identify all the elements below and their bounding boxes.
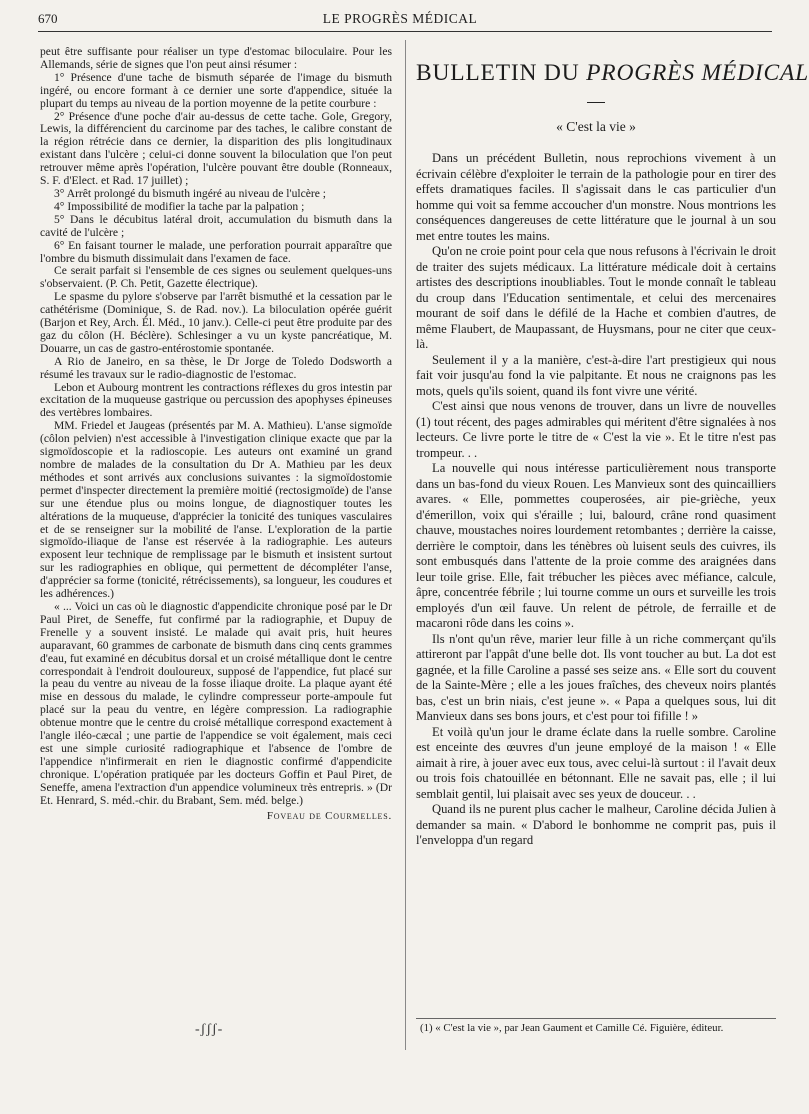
- paragraph: « ... Voici un cas où le diagnostic d'appendicite chronique posé par le Dr Paul Piret, de Seneffe, fut confirmé par la radiographie, et Dupuy de Frenelle y a souvent insisté. Le malade qui avait pris, huit heures auparavant, 60 grammes de carbonate de bismuth dans cinq cents grammes d'eau, fut examiné en décubitus dorsal et un croisé métallique dont le centre correspondait à l'endroit douloureux, supposé de l'appendice, fut placé sur la peau du ventre au niveau de la fosse iliaque droite. La plaque ayant été mise en dessous du malade, le cylindre compresseur porte-ampoule fut placé sur la peau du ventre, en légère compression. La radiographie obtenue montre que le centre du croisé métallique correspond exactement à l'angle iléo-cæcal ; une partie de l'appendice se voit également, mais ceci est une simple curiosité radiographique et l'absence de l'ombre de l'appendice n'infirmerait en rien le diagnostic confirmé d'appendicite chronique. L'opération pratiquée par les docteurs Goffin et Paul Piret, de Seneffe, amena l'extraction d'un appendice volumineux très entrepris. » (Dr Et. Henrard, S. méd.-chir. du Brabant, Sem. méd. belge.): [40, 599, 392, 807]
- paragraph: Lebon et Aubourg montrent les contractions réflexes du gros intestin par excitation de la muqueuse gastrique ou percussion des apophyses épineuses des vertèbres lombaires.: [40, 380, 392, 420]
- paragraph: 4° Impossibilité de modifier la tache par la palpation ;: [54, 199, 305, 213]
- paragraph: 5° Dans le décubitus latéral droit, accumulation du bismuth dans la cavité de l'ulcère ;: [40, 212, 392, 239]
- running-head: LE PROGRÈS MÉDICAL: [322, 11, 478, 26]
- paragraph: 3° Arrêt prolongé du bismuth ingéré au niveau de l'ulcère ;: [54, 186, 327, 200]
- paragraph: C'est ainsi que nous venons de trouver, dans un livre de nouvelles (1) tout récent, des pages admirables qui méritent d'être signalées à nos lecteurs. Ce livre porte le titre de « C'est la vie ». Et le titre n'est pas trompeur. . .: [416, 399, 776, 460]
- paragraph: Ils n'ont qu'un rêve, marier leur fille à un riche commerçant qu'ils attireront par l'appât d'une belle dot. Ils vont toucher au but. La dot est gagnée, et la fille Caroline a passé ses seize ans. « Elle sort du couvent de la Sainte-Mère ; elle a les joues fraîches, des cheveux noirs plantés bas, c'est un brin niais, c'est jeune ». « Papa a quelques sous, lui dit Manvieux dans ses bons jours, et c'est pour toi fifille ! »: [416, 631, 776, 723]
- right-column: [416, 46, 809, 1046]
- paragraph: peut être suffisante pour réaliser un type d'estomac biloculaire. Pour les Allemands, série de signes que l'on peut ainsi résumer :: [40, 45, 392, 71]
- paragraph: Qu'on ne croie point pour cela que nous refusons à l'écrivain le droit de traiter des sujets médicaux. La littérature médicale doit à certains artistes des descriptions inoubliables. Tout le monde connaît le tableau du croup dans l'Education sentimentale, et celui des mercenaires mourant de soif dans le défilé de la Hache et combien d'autres, de même Flaubert, de Maupassant, de Huysmans, pour ne citer que ceux-là.: [416, 244, 776, 351]
- paragraph: Dans un précédent Bulletin, nous reprochions vivement à un écrivain célèbre d'exploiter le terrain de la pathologie pour en tirer des effets dramatiques faciles. Il s'agissait dans le cas particulier d'un homme qui voit sa femme accoucher d'un monstre. Nous montrions les conséquences dangereuses de cette littérature que le journal à un sou met entre toutes les mains.: [416, 151, 776, 243]
- author-signature: Foveau de Courmelles.: [266, 810, 392, 823]
- article-title: « C'est la vie »: [556, 119, 636, 134]
- fleuron-ornament: -ʃʃʃ-: [195, 1022, 224, 1037]
- paragraph: Seulement il y a la manière, c'est-à-dire l'art prestigieux qui nous fait voir jusqu'au fond la vie palpitante. Et nous ne craignons pas les mots, quels qu'ils soient, quand ils font vivre une vérité.: [416, 352, 776, 398]
- footnote-rule: [416, 1018, 776, 1019]
- left-column: [40, 46, 392, 1046]
- paragraph: Et voilà qu'un jour le drame éclate dans la ruelle sombre. Caroline est enceinte des œuvres d'un jeune employé de la maison ! « Elle aimait à rire, à jouer avec eux tous, avec celui-là surtout : il l'avait deux ou trois fois chatouillée en bétonnant. Elle ne savait pas, elle ; il lui semblait gentil, lui plaisait avec ses yeux de douceur. . .: [416, 724, 776, 801]
- paragraph: 2° Présence d'une poche d'air au-dessus de cette tache. Gole, Gregory, Lewis, la différencient du carcinome par des taches, le calibre constant de la région rétrécie dans ce dernier, la disparition des plis longitudinaux existant dans l'ulcère ; celui-ci donne souvent la biloculation que l'on peut retrouver même après l'opération, l'ulcère pouvant être double (Ronneaux, S. F. d'Elect. et Rad. 17 juillet) ;: [40, 109, 392, 188]
- paragraph: A Rio de Janeiro, en sa thèse, le Dr Jorge de Toledo Dodsworth a résumé les travaux sur le radio-diagnostic de l'estomac.: [40, 354, 392, 381]
- column-divider: [405, 40, 406, 1050]
- paragraph: Ce serait parfait si l'ensemble de ces signes ou seulement quelques-uns s'observaient. (P. Ch. Petit, Gazette électrique).: [40, 264, 392, 291]
- bulletin-title: [416, 60, 809, 87]
- page-number: 670: [38, 11, 58, 26]
- paragraph: 6° En faisant tourner le malade, une perforation pourrait apparaître que l'ombre du bismuth dissimulait dans l'examen de face.: [40, 238, 392, 265]
- footnote: (1) « C'est la vie », par Jean Gaument et Camille Cé. Figuière, éditeur.: [420, 1022, 724, 1034]
- header-rule: [38, 31, 772, 32]
- bulletin-title-main: BULLETIN DU: [416, 60, 587, 86]
- paragraph: MM. Friedel et Jaugeas (présentés par M. A. Mathieu). L'anse sigmoïde (côlon pelvien) n'est accessible à l'investigation clinique exacte que par la sigmoïdoscopie et la radioscopie. Les auteurs ont examiné un grand nombre de malades de la consultation du Dr A. Mathieu par les deux méthodes et sont arrivés aux conclusions suivantes : la sigmoïdostomie permet d'inspecter directement la première moitié (rectosigmoïde) de l'anse sur une étendue plus ou moins longue, de diagnostiquer toutes les altérations de la muqueuse, d'apprécier la tonicité des tuniques vasculaires et de se renseigner sur la mobilité de l'anse. L'exploration de la partie sigmoïdo-iliaque de l'anse est réservée à la radiographie. Les auteurs exposent leur technique de remplissage par le bismuth et insistent surtout sur les radiographies en oblique, qui permettent de décompléter l'anse, d'apprécier sa forme (tonicité, rétrécissements), sa longueur, les coudures et les adhérences.): [40, 419, 392, 601]
- paragraph: La nouvelle qui nous intéresse particulièrement nous transporte dans un bas-fond du vieux Rouen. Les Manvieux sont des quincailliers avares. « Elle, pommettes couperosées, air pie-grièche, yeux d'émerillon, voix qui s'éraille ; lui, balourd, crâne rond quasiment chauve, moustaches noires lourdement retombantes ; derrière la caisse, derrière le comptoir, dans les ténèbres où luisent seuls des cuivres, ils sont embusqués dans l'attente de la proie comme des araignées dans leur toile grise. Elle, fait trébucher les pièces avec méfiance, calcule, âpre, concentrée fébrile ; lui tourne comme un ours et surveille les trois employés d'un œil fauve. Un relent de pétrole, de ferraille et de macaroni rôde dans les coins ».: [416, 461, 776, 630]
- title-dash: [587, 102, 605, 103]
- paragraph: Quand ils ne purent plus cacher le malheur, Caroline décida Julien à demander sa main. « D'abord le bonhomme ne comprit pas, puis il l'enveloppa d'un regard: [416, 802, 776, 847]
- paragraph: Le spasme du pylore s'observe par l'arrêt bismuthé et la cessation par le cathétérisme (Dominique, S. de Rad. nov.). La biloculation opérée guérit (Barjon et Rey, Arch. Él. Méd., 10 janv.). Celle-ci peut être produite par des gaz du côlon (H. Béclère). Schlesinger a vu un kyste pancréatique, M. Douarre, un cas de gastro-entérostomie spontanée.: [40, 290, 392, 355]
- paragraph: 1° Présence d'une tache de bismuth séparée de l'image du bismuth ingéré, ou encore formant à ce dernier une sorte d'appendice, située la plupart du temps au niveau de la portion moyenne de la petite courbure :: [40, 70, 392, 110]
- bulletin-title-italic: PROGRÈS MÉDICAL: [586, 60, 809, 86]
